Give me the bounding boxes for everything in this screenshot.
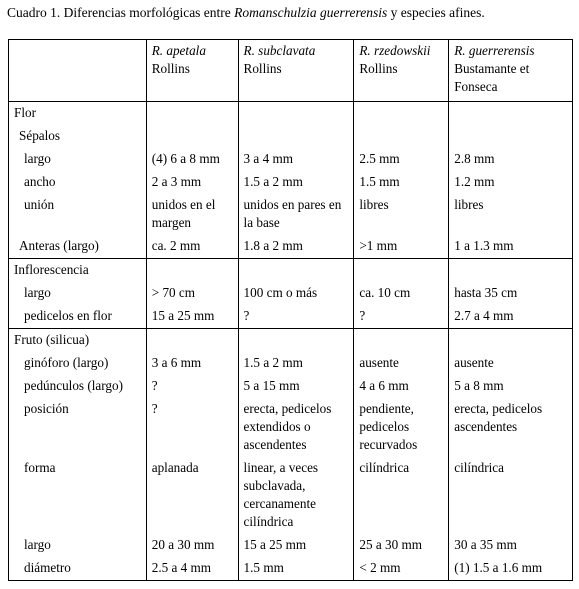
table-cell: 2.7 a 4 mm (449, 305, 573, 329)
table-cell: < 2 mm (354, 557, 449, 581)
table-cell: > 70 cm (146, 282, 238, 305)
table-cell: 1.8 a 2 mm (238, 235, 354, 259)
table-cell: >1 mm (354, 235, 449, 259)
row-label: largo (9, 534, 147, 557)
table-cell: libres (449, 194, 573, 235)
table-cell: 1.5 mm (354, 171, 449, 194)
table-cell: 1.5 mm (238, 557, 354, 581)
table-cell: 5 a 15 mm (238, 375, 354, 398)
species-name: R. guerrerensis (454, 43, 535, 58)
table-row (9, 557, 573, 581)
row-label: Fruto (silicua) (9, 329, 147, 353)
caption-suffix: y especies afines. (387, 5, 485, 20)
table-cell: ausente (449, 352, 573, 375)
species-name: R. rzedowskii (359, 43, 431, 58)
row-label: ancho (9, 171, 147, 194)
table-row (9, 375, 573, 398)
table-cell: 2.5 mm (354, 148, 449, 171)
table-cell: cilíndrica (449, 457, 573, 534)
table-row (9, 457, 573, 534)
table-cell: linear, a veces subclavada, cercanamente cilíndrica (238, 457, 354, 534)
species-name: R. apetala (151, 43, 206, 58)
table-row (9, 352, 573, 375)
section-row-fruto (9, 329, 573, 353)
table-cell: cilíndrica (354, 457, 449, 534)
row-label: pedúnculos (largo) (9, 375, 147, 398)
table-row (9, 282, 573, 305)
table-row (9, 534, 573, 557)
table-cell: 1 a 1.3 mm (449, 235, 573, 259)
row-label: Inflorescencia (9, 259, 147, 283)
species-author: Rollins (359, 61, 398, 76)
row-label: forma (9, 457, 147, 534)
row-label: unión (9, 194, 147, 235)
table-cell: 2.8 mm (449, 148, 573, 171)
row-label: posición (9, 398, 147, 457)
table-cell: hasta 35 cm (449, 282, 573, 305)
row-label: largo (9, 148, 147, 171)
table-cell: unidos en pares en la base (238, 194, 354, 235)
header-row (9, 40, 573, 102)
table-cell: erecta, pedicelos extendidos o ascendentes (238, 398, 354, 457)
species-author: Bustamante et Fonseca (454, 61, 530, 94)
header-empty-cell (9, 40, 147, 102)
table-caption (7, 5, 485, 21)
table-cell: ? (146, 398, 238, 457)
table-cell: pendiente, pedicelos recurvados (354, 398, 449, 457)
row-label: ginóforo (largo) (9, 352, 147, 375)
caption-species: Romanschulzia guerrerensis (234, 5, 388, 20)
section-row-flor (9, 102, 573, 126)
species-author: Rollins (151, 61, 190, 76)
table-cell: 15 a 25 mm (238, 534, 354, 557)
section-row-inflorescencia (9, 259, 573, 283)
row-label: Sépalos (9, 125, 147, 148)
table-cell: erecta, pedicelos ascendentes (449, 398, 573, 457)
table-cell: 30 a 35 mm (449, 534, 573, 557)
table-cell: 1.5 a 2 mm (238, 171, 354, 194)
table-cell: 4 a 6 mm (354, 375, 449, 398)
table-cell: 1.2 mm (449, 171, 573, 194)
table-cell: ? (354, 305, 449, 329)
row-label: Anteras (largo) (9, 235, 147, 259)
row-label: Flor (9, 102, 147, 126)
table-row (9, 398, 573, 457)
species-author: Rollins (243, 61, 282, 76)
row-label: diámetro (9, 557, 147, 581)
table-cell: aplanada (146, 457, 238, 534)
header-apetala (146, 40, 238, 102)
header-guerrerensis (449, 40, 573, 102)
table-cell: (4) 6 a 8 mm (146, 148, 238, 171)
table-cell: ausente (354, 352, 449, 375)
table-cell: ca. 2 mm (146, 235, 238, 259)
table-cell: 2.5 a 4 mm (146, 557, 238, 581)
table-cell: 3 a 4 mm (238, 148, 354, 171)
table-cell: 2 a 3 mm (146, 171, 238, 194)
table-cell: 5 a 8 mm (449, 375, 573, 398)
table-cell: 100 cm o más (238, 282, 354, 305)
row-label: largo (9, 282, 147, 305)
table-cell: ca. 10 cm (354, 282, 449, 305)
table-cell: ? (146, 375, 238, 398)
table-cell: 20 a 30 mm (146, 534, 238, 557)
header-subclavata (238, 40, 354, 102)
caption-prefix: Cuadro 1. Diferencias morfológicas entre (7, 5, 235, 20)
table-row (9, 148, 573, 171)
table-cell: 3 a 6 mm (146, 352, 238, 375)
table-cell: 25 a 30 mm (354, 534, 449, 557)
row-label: pedicelos en flor (9, 305, 147, 329)
subsection-row-sepalos (9, 125, 573, 148)
table-row (9, 235, 573, 259)
table-cell: unidos en el margen (146, 194, 238, 235)
table-row (9, 171, 573, 194)
header-rzedowskii (354, 40, 449, 102)
table-cell: ? (238, 305, 354, 329)
table-row (9, 305, 573, 329)
species-name: R. subclavata (243, 43, 316, 58)
table-row (9, 194, 573, 235)
table-cell: 1.5 a 2 mm (238, 352, 354, 375)
table-cell: 15 a 25 mm (146, 305, 238, 329)
table-cell: libres (354, 194, 449, 235)
morphology-table (8, 39, 573, 581)
table-cell: (1) 1.5 a 1.6 mm (449, 557, 573, 581)
